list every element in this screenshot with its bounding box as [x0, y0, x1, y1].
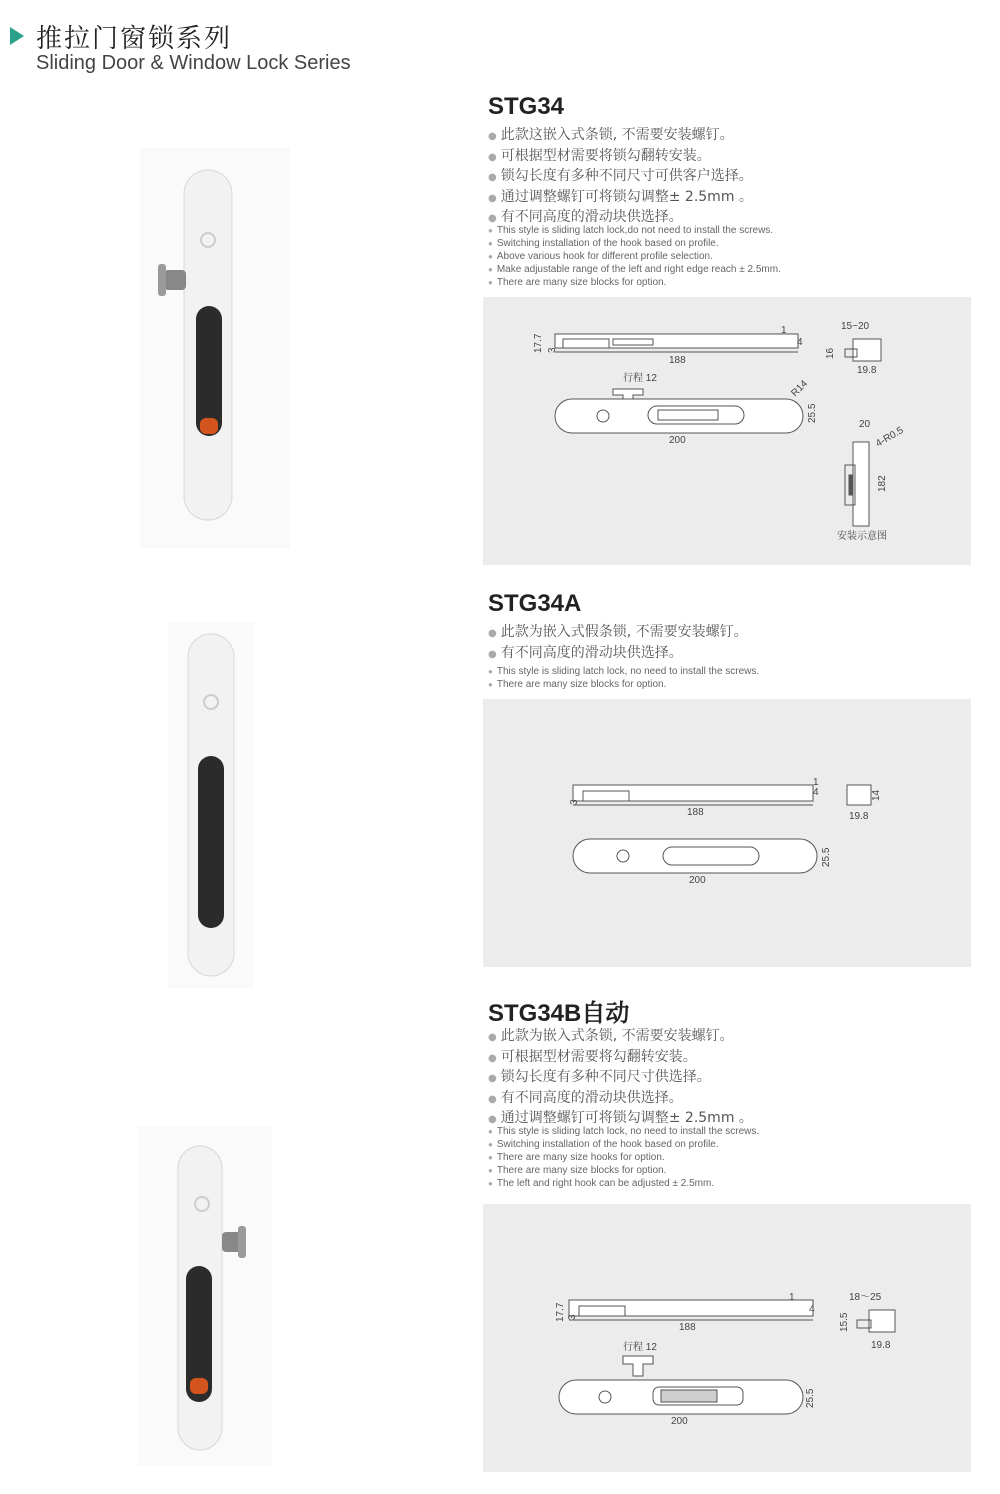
dim-4: 4 — [809, 1304, 815, 1315]
dim-4-r0-5: 4-R0.5 — [874, 425, 906, 450]
dim-14: 14 — [871, 789, 882, 801]
dim-19-8: 19.8 — [849, 811, 869, 822]
feature-cn: ● 通过调整螺钉可将锁勾调整± 2.5mm 。 — [488, 188, 753, 209]
dim-1: 1 — [789, 1292, 795, 1303]
stg34a-features-en — [488, 665, 759, 691]
dim-4: 4 — [797, 337, 803, 348]
stg34b-product-image — [138, 1126, 272, 1466]
travel-label: 行程 12 — [623, 1342, 657, 1353]
feature-cn: ● 可根据型材需要将锁勾翻转安装。 — [488, 147, 753, 168]
dim-17-7: 17.7 — [555, 1302, 566, 1322]
travel-label: 行程 12 — [623, 373, 657, 384]
feature-en: ● Switching installation of the hook based on profile. — [488, 237, 781, 250]
dim-200: 200 — [671, 1416, 688, 1427]
feature-cn: ● 可根据型材需要将勾翻转安装。 — [488, 1048, 753, 1069]
feature-en: ● There are many size hooks for option. — [488, 1151, 759, 1164]
dim-20: 20 — [859, 419, 871, 430]
page-title-cn: 推拉门窗锁系列 — [36, 24, 233, 54]
stg34b-model: STG34B自动 — [488, 1000, 630, 1027]
stg34a-technical-drawing — [483, 699, 971, 967]
stg34a-product-image — [168, 622, 254, 988]
dim-25-5: 25.5 — [805, 1388, 816, 1408]
dim-200: 200 — [689, 875, 706, 886]
dim-18-25: 18～25 — [849, 1292, 882, 1303]
install-diagram-label: 安装示意图 — [837, 531, 887, 542]
dim-3: 3 — [547, 347, 558, 353]
dim-188: 188 — [669, 355, 686, 366]
feature-en: ● Make adjustable range of the left and right edge reach ± 2.5mm. — [488, 263, 781, 276]
dim-17-7: 17.7 — [533, 333, 544, 353]
stg34b-features-cn — [488, 1027, 753, 1130]
feature-en: ● Above various hook for different profile selection. — [488, 250, 781, 263]
dim-188: 188 — [679, 1322, 696, 1333]
dim-1: 1 — [781, 325, 787, 336]
feature-en: ● Switching installation of the hook based on profile. — [488, 1138, 759, 1151]
feature-en: ● The left and right hook can be adjusted ± 2.5mm. — [488, 1177, 759, 1190]
feature-en: ● This style is sliding latch lock, no need to install the screws. — [488, 1125, 759, 1138]
feature-cn: ● 通过调整螺钉可将锁勾调整± 2.5mm 。 — [488, 1109, 753, 1130]
dim-19-8: 19.8 — [857, 365, 877, 376]
feature-en: ● There are many size blocks for option. — [488, 1164, 759, 1177]
feature-cn: ● 此款这嵌入式条锁, 不需要安装螺钉。 — [488, 126, 753, 147]
feature-cn: ● 有不同高度的滑动块供选择。 — [488, 644, 748, 665]
dim-25-5: 25.5 — [807, 403, 818, 423]
stg34-model: STG34 — [488, 93, 565, 120]
feature-en: ● There are many size blocks for option. — [488, 678, 759, 691]
feature-cn: ● 锁勾长度有多种不同尺寸可供客户选择。 — [488, 167, 753, 188]
feature-en: ● This style is sliding latch lock,do not need to install the screws. — [488, 224, 781, 237]
stg34-product-image — [140, 148, 290, 548]
feature-cn: ● 有不同高度的滑动块供选择。 — [488, 208, 753, 229]
feature-en: ● This style is sliding latch lock, no need to install the screws. — [488, 665, 759, 678]
dim-3: 3 — [569, 799, 580, 805]
stg34a-features-cn — [488, 623, 748, 664]
dim-15-20: 15~20 — [841, 321, 870, 332]
feature-cn: ● 此款为嵌入式条锁, 不需要安装螺钉。 — [488, 1027, 753, 1048]
feature-en: ● There are many size blocks for option. — [488, 276, 781, 289]
stg34-features-cn — [488, 126, 753, 229]
feature-cn: ● 锁勾长度有多种不同尺寸供选择。 — [488, 1068, 753, 1089]
dim-19-8: 19.8 — [871, 1340, 891, 1351]
dim-r14: R14 — [789, 378, 811, 400]
stg34-features-en — [488, 224, 781, 289]
dim-16: 16 — [825, 347, 836, 359]
stg34b-technical-drawing — [483, 1204, 971, 1472]
dim-4: 4 — [813, 787, 819, 798]
dim-188: 188 — [687, 807, 704, 818]
header-arrow-icon — [10, 27, 24, 45]
dim-3: 3 — [567, 1314, 578, 1320]
dim-15-5: 15.5 — [839, 1312, 850, 1332]
stg34-technical-drawing — [483, 297, 971, 565]
feature-cn: ● 有不同高度的滑动块供选择。 — [488, 1089, 753, 1110]
stg34b-features-en — [488, 1125, 759, 1190]
dim-200: 200 — [669, 435, 686, 446]
dim-25-5: 25.5 — [821, 847, 832, 867]
dim-1: 1 — [813, 777, 819, 788]
dim-182: 182 — [877, 475, 888, 492]
feature-cn: ● 此款为嵌入式假条锁, 不需要安装螺钉。 — [488, 623, 748, 644]
stg34a-model: STG34A — [488, 590, 582, 617]
page-title-en: Sliding Door & Window Lock Series — [36, 52, 351, 74]
